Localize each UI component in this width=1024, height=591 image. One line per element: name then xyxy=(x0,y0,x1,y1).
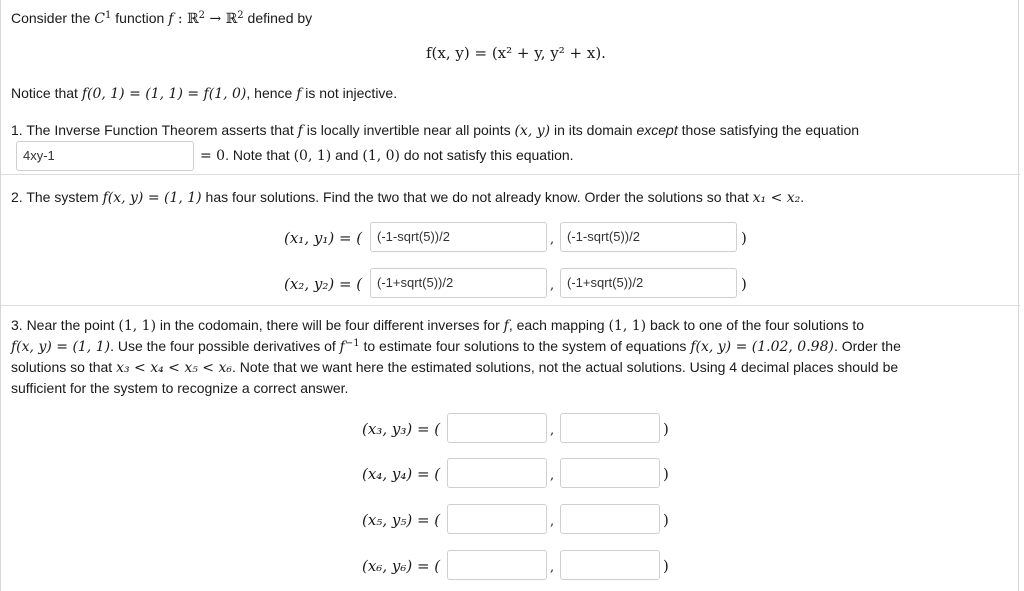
comma: , xyxy=(550,232,555,247)
q2-row1-label: (x₁, y₁) = ( xyxy=(284,229,363,247)
q3-text-line4: sufficient for the system to recognize a correct answer. xyxy=(11,380,349,396)
q2-text: 2. The system f(x, y) = (1, 1) has four solutions. Find the two that we do not already know. Order the solutions so that x₁ < x₂. xyxy=(11,189,805,206)
intro-text: Consider the $C^1$ function f : ℝ$^2$ → ℝ$^2$ defined by xyxy=(11,10,313,27)
close-paren: ) xyxy=(663,511,669,529)
q3-row3-label: (x₃, y₃) = ( xyxy=(362,420,441,438)
close-paren: ) xyxy=(663,465,669,483)
comma: , xyxy=(550,468,555,483)
section-divider xyxy=(1,174,1020,175)
q2-x2-input[interactable]: (-1+sqrt(5))/2 xyxy=(370,268,547,298)
function-definition: f(x, y) = (x² + y, y² + x). xyxy=(426,44,606,62)
close-paren: ) xyxy=(663,557,669,575)
close-paren: ) xyxy=(663,420,669,438)
section-divider xyxy=(1,305,1020,306)
q3-row5-label: (x₅, y₅) = ( xyxy=(362,511,441,529)
q1-text-line1: 1. The Inverse Function Theorem asserts that f is locally invertible near all points (x, y) in its domain except those satisfying the equation xyxy=(11,122,860,139)
q3-row6-label: (x₆, y₆) = ( xyxy=(362,557,441,575)
notice-text: Notice that f(0, 1) = (1, 1) = f(1, 0), hence f is not injective. xyxy=(11,85,398,102)
q3-y3-input[interactable] xyxy=(560,413,660,443)
q3-y4-input[interactable] xyxy=(560,458,660,488)
q2-y1-input[interactable]: (-1-sqrt(5))/2 xyxy=(560,222,737,252)
comma: , xyxy=(550,278,555,293)
comma: , xyxy=(550,514,555,529)
q3-y6-input[interactable] xyxy=(560,550,660,580)
q3-row4-label: (x₄, y₄) = ( xyxy=(362,465,441,483)
q3-y5-input[interactable] xyxy=(560,504,660,534)
q3-x3-input[interactable] xyxy=(447,413,547,443)
q3-text-line2: f(x, y) = (1, 1). Use the four possible derivatives of $f^{-1}$ to estimate four solutions to the system of equations f(x, y) = (1.02, 0.98). Order the xyxy=(11,338,901,355)
q3-x5-input[interactable] xyxy=(447,504,547,534)
q1-equation-input[interactable]: 4xy-1 xyxy=(16,141,194,171)
q3-text-line3: solutions so that x₃ < x₄ < x₅ < x₆. Note that we want here the estimated solutions, not the actual solutions. Using 4 decimal places should be xyxy=(11,359,899,376)
close-paren: ) xyxy=(741,229,747,247)
q2-x1-input[interactable]: (-1-sqrt(5))/2 xyxy=(370,222,547,252)
q3-x6-input[interactable] xyxy=(447,550,547,580)
q2-y2-input[interactable]: (-1+sqrt(5))/2 xyxy=(560,268,737,298)
comma: , xyxy=(550,560,555,575)
q3-text-line1: 3. Near the point (1, 1) in the codomain, there will be four different inverses for f, each mapping (1, 1) back to one of the four solutions to xyxy=(11,317,865,334)
q3-x4-input[interactable] xyxy=(447,458,547,488)
comma: , xyxy=(550,423,555,438)
close-paren: ) xyxy=(741,275,747,293)
q2-row2-label: (x₂, y₂) = ( xyxy=(284,275,363,293)
q1-text-line2: = 0. Note that (0, 1) and (1, 0) do not satisfy this equation. xyxy=(200,147,574,164)
